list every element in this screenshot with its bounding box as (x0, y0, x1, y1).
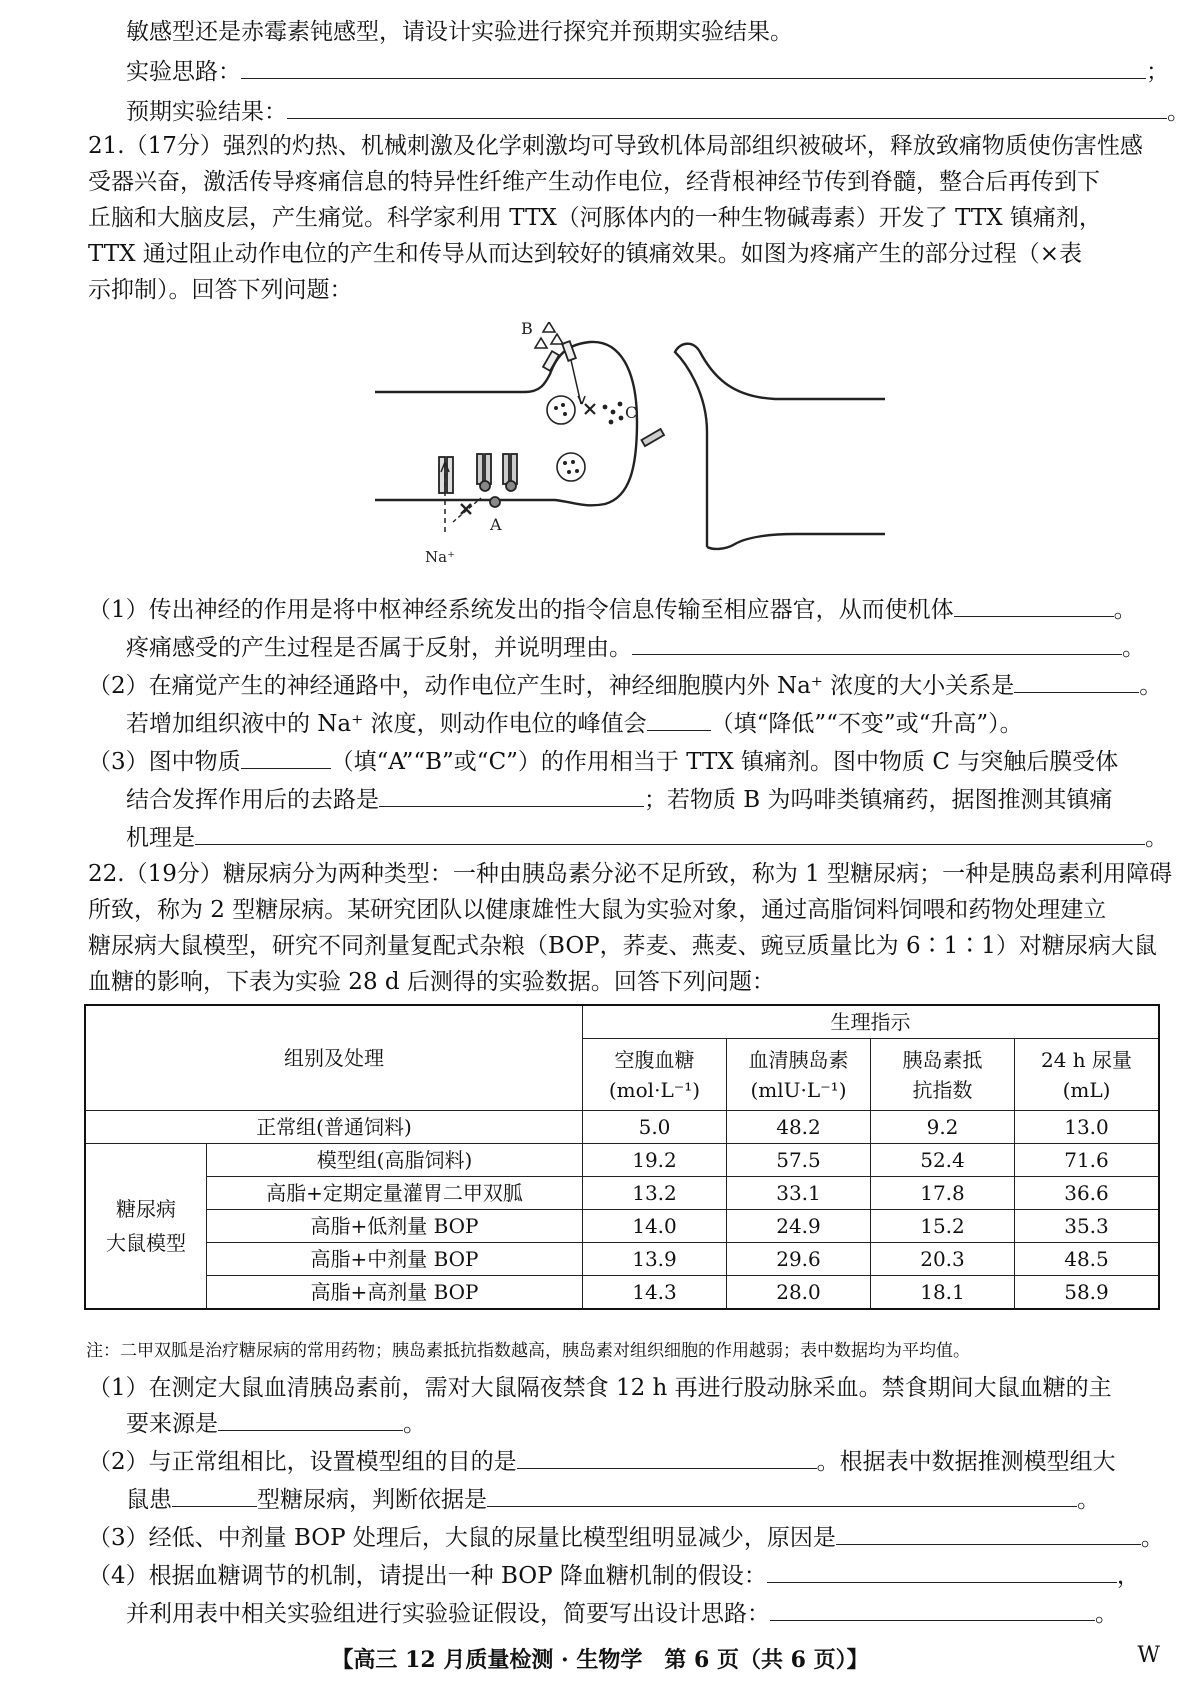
label-c: C (625, 403, 638, 422)
q22-sub1b: 要来源是 。 (126, 1408, 426, 1440)
q21-stem-line: 受器兴奋，激活传导疼痛信息的特异性纤维产生动作电位，经背根神经节传到脊髓，整合后再传到下 (88, 169, 1100, 195)
col-header: 24 h 尿量 (mL) (1015, 1039, 1160, 1111)
data-table (84, 1004, 1160, 1310)
prev-question-tail: 敏感型还是赤霉素钝感型，请设计实验进行探究并预期实验结果。 (126, 19, 793, 45)
table-row: 高脂+高剂量 BOP 14.3 28.0 18.1 58.9 (85, 1276, 1159, 1310)
answer-blank[interactable] (954, 594, 1114, 617)
answer-blank[interactable] (287, 96, 1167, 119)
label-na: Na⁺ (425, 548, 455, 566)
answer-blank[interactable] (487, 1484, 1077, 1507)
q22-stem-line: 所致，称为 2 型糖尿病。某研究团队以健康雄性大鼠为实验对象，通过高脂饲料饲喂和药物处理建立 (88, 897, 1107, 923)
q22-sub3: （3）经低、中剂量 BOP 处理后，大鼠的尿量比模型组明显减少，原因是 。 (88, 1522, 1164, 1554)
answer-blank[interactable] (632, 632, 1122, 655)
label-b: B (521, 322, 533, 338)
synapse-diagram (375, 322, 885, 590)
answer-blank[interactable] (517, 1446, 817, 1469)
q21-stem-line: 21.（17分）强烈的灼热、机械刺激及化学刺激均可导致机体局部组织被破坏，释放致痛物质使伤害性感 (88, 133, 1143, 159)
answer-blank[interactable] (172, 1484, 257, 1507)
label-a: A (490, 515, 502, 534)
expected-result-line: 预期实验结果： 。 (126, 96, 1190, 128)
answer-blank[interactable] (241, 746, 331, 769)
q21-sub2: （2）在痛觉产生的神经通路中，动作电位产生时，神经细胞膜内外 Na⁺ 浓度的大小关系是 。 (88, 670, 1162, 702)
q21-sub3c: 机理是 。 (126, 822, 1168, 854)
col-header: 胰岛素抵 抗指数 (871, 1039, 1015, 1111)
col-header: 空腹血糖 (mol·L⁻¹) (583, 1039, 727, 1111)
answer-blank[interactable] (241, 56, 1146, 79)
answer-blank[interactable] (836, 1522, 1141, 1545)
q22-stem-line: 糖尿病大鼠模型，研究不同剂量复配式杂粮（BOP，荞麦、燕麦、豌豆质量比为 6∶1∶1）对糖尿病大鼠 (88, 933, 1157, 959)
table-row: 正常组(普通饲料) 5.0 48.2 9.2 13.0 (85, 1111, 1159, 1144)
q21-sub1: （1）传出神经的作用是将中枢神经系统发出的指令信息传输至相应器官，从而使机体 。 (88, 594, 1137, 626)
q22-stem-line: 血糖的影响，下表为实验 28 d 后测得的实验数据。回答下列问题： (88, 969, 775, 995)
answer-blank[interactable] (1014, 670, 1139, 693)
q21-sub3b: 结合发挥作用后的去路是 ；若物质 B 为吗啡类镇痛药，据图推测其镇痛 (126, 784, 1113, 816)
q22-sub1: （1）在测定大鼠血清胰岛素前，需对大鼠隔夜禁食 12 h 再进行股动脉采血。禁食期间大鼠血糖的主 (88, 1375, 1112, 1401)
answer-blank[interactable] (770, 1598, 1095, 1621)
q22-sub2b: 鼠患 型糖尿病，判断依据是 。 (126, 1484, 1100, 1516)
q21-sub2b: 若增加组织液中的 Na⁺ 浓度，则动作电位的峰值会 （填“降低”“不变”或“升高”）。 (126, 708, 1023, 740)
col-header: 血清胰岛素 (mlU·L⁻¹) (727, 1039, 871, 1111)
q22-stem-line: 22.（19分）糖尿病分为两种类型：一种由胰岛素分泌不足所致，称为 1 型糖尿病；一种是胰岛素利用障碍 (88, 861, 1173, 887)
table-row: 高脂+低剂量 BOP 14.0 24.9 15.2 35.3 (85, 1210, 1159, 1243)
header-group: 组别及处理 (85, 1005, 583, 1111)
q22-sub2: （2）与正常组相比，设置模型组的目的是 。根据表中数据推测模型组大 (88, 1446, 1116, 1478)
q22-sub4b: 并利用表中相关实验组进行实验验证假设，简要写出设计思路： 。 (126, 1598, 1118, 1630)
answer-blank[interactable] (647, 708, 711, 731)
answer-blank[interactable] (767, 1560, 1117, 1583)
group-label: 糖尿病 大鼠模型 (85, 1144, 207, 1310)
q22-sub4: （4）根据血糖调节的机制，请提出一种 BOP 降血糖机制的假设： ， (88, 1560, 1140, 1592)
answer-blank[interactable] (218, 1408, 403, 1431)
q21-stem-line: 丘脑和大脑皮层，产生痛觉。科学家利用 TTX（河豚体内的一种生物碱毒素）开发了 TTX 镇痛剂， (88, 205, 1102, 231)
table-row: 糖尿病 大鼠模型 模型组(高脂饲料) 19.2 57.5 52.4 71.6 (85, 1144, 1159, 1177)
experiment-idea-line: 实验思路： ； (126, 56, 1169, 88)
q21-sub1b: 疼痛感受的产生过程是否属于反射，并说明理由。 。 (126, 632, 1145, 664)
q21-stem-line: TTX 通过阻止动作电位的产生和传导从而达到较好的镇痛效果。如图为疼痛产生的部分过程（×表 (88, 241, 1083, 267)
answer-blank[interactable] (195, 822, 1145, 845)
table-row: 高脂+定期定量灌胃二甲双胍 13.2 33.1 17.8 36.6 (85, 1177, 1159, 1210)
page-footer: 【高三 12 月质量检测 · 生物学 第 6 页（共 6 页）】 (331, 1647, 869, 1673)
table-row: 高脂+中剂量 BOP 13.9 29.6 20.3 48.5 (85, 1243, 1159, 1276)
q21-stem-line: 示抑制）。回答下列问题： (88, 277, 353, 303)
answer-blank[interactable] (379, 784, 644, 807)
table-note: 注：二甲双胍是治疗糖尿病的常用药物；胰岛素抵抗指数越高，胰岛素对组织细胞的作用越弱；表中数据均为平均值。 (86, 1341, 970, 1361)
q21-sub3: （3）图中物质 （填“A”“B”或“C”）的作用相当于 TTX 镇痛剂。图中物质 C 与突触后膜受体 (88, 746, 1118, 778)
footer-mark: W (1137, 1643, 1160, 1668)
header-indicators: 生理指示 (583, 1005, 1160, 1039)
